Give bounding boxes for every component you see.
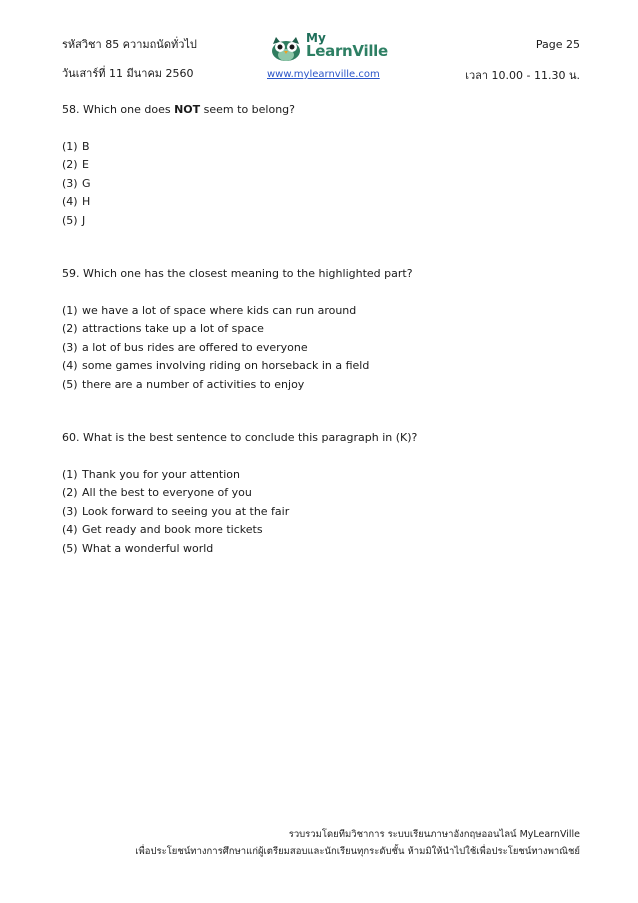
question-stem: 58. Which one does NOT seem to belong?	[62, 103, 295, 116]
option-5[interactable]: (5) What a wonderful world	[62, 541, 214, 555]
brand-learnville: LearnVille	[306, 42, 388, 60]
exam-date: วันเสาร์ที่ 11 มีนาคม 2560	[62, 67, 194, 80]
website-link[interactable]: www.mylearnville.com	[267, 69, 380, 80]
option-1[interactable]: (1) B	[62, 140, 90, 153]
option-1[interactable]: (1) Thank you for your attention	[62, 468, 241, 481]
option-3[interactable]: (3) a lot of bus rides are offered to everyone	[62, 340, 308, 354]
subject-code: รหัสวิชา 85 ความถนัดทั่วไป	[62, 38, 197, 51]
exam-time: เวลา 10.00 - 11.30 น.	[465, 69, 580, 82]
option-2[interactable]: (2) All the best to everyone of you	[62, 486, 252, 500]
header-left	[62, 38, 197, 96]
question-58	[62, 102, 295, 230]
option-5[interactable]: (5) J	[62, 213, 86, 227]
option-2[interactable]: (2) E	[62, 158, 89, 172]
option-4[interactable]: (4) Get ready and book more tickets	[62, 523, 263, 537]
header-right	[465, 38, 580, 99]
question-stem: 59. Which one has the closest meaning to the highlighted part?	[62, 267, 413, 280]
emphasis-not: NOT	[174, 103, 201, 116]
question-59	[62, 266, 413, 394]
option-5[interactable]: (5) there are a number of activities to enjoy	[62, 377, 305, 391]
option-4[interactable]: (4) H	[62, 195, 91, 209]
options-list	[62, 138, 295, 230]
brand-my: My	[306, 31, 326, 45]
brand-text	[306, 32, 388, 58]
option-2[interactable]: (2) attractions take up a lot of space	[62, 322, 264, 336]
owl-icon	[270, 36, 302, 62]
footer-credit: รวบรวมโดยทีมวิชาการ ระบบเรียนภาษาอังกฤษออนไลน์ MyLearnVille	[288, 829, 580, 840]
question-60	[62, 430, 417, 558]
option-4[interactable]: (4) some games involving riding on horseback in a field	[62, 359, 370, 373]
page-footer	[135, 826, 580, 860]
option-1[interactable]: (1) we have a lot of space where kids can run around	[62, 304, 357, 317]
page-number: Page 25	[535, 38, 580, 51]
question-stem: 60. What is the best sentence to conclude this paragraph in (K)?	[62, 431, 418, 444]
options-list	[62, 466, 417, 558]
options-list	[62, 302, 413, 394]
footer-notice: เพื่อประโยชน์ทางการศึกษาแก่ผู้เตรียมสอบและนักเรียนทุกระดับชั้น ห้ามมิให้นำไปใช้เพื่อประโยชน์ทางพาณิชย์	[135, 846, 580, 857]
option-3[interactable]: (3) G	[62, 176, 91, 190]
option-3[interactable]: (3) Look forward to seeing you at the fair	[62, 504, 290, 518]
